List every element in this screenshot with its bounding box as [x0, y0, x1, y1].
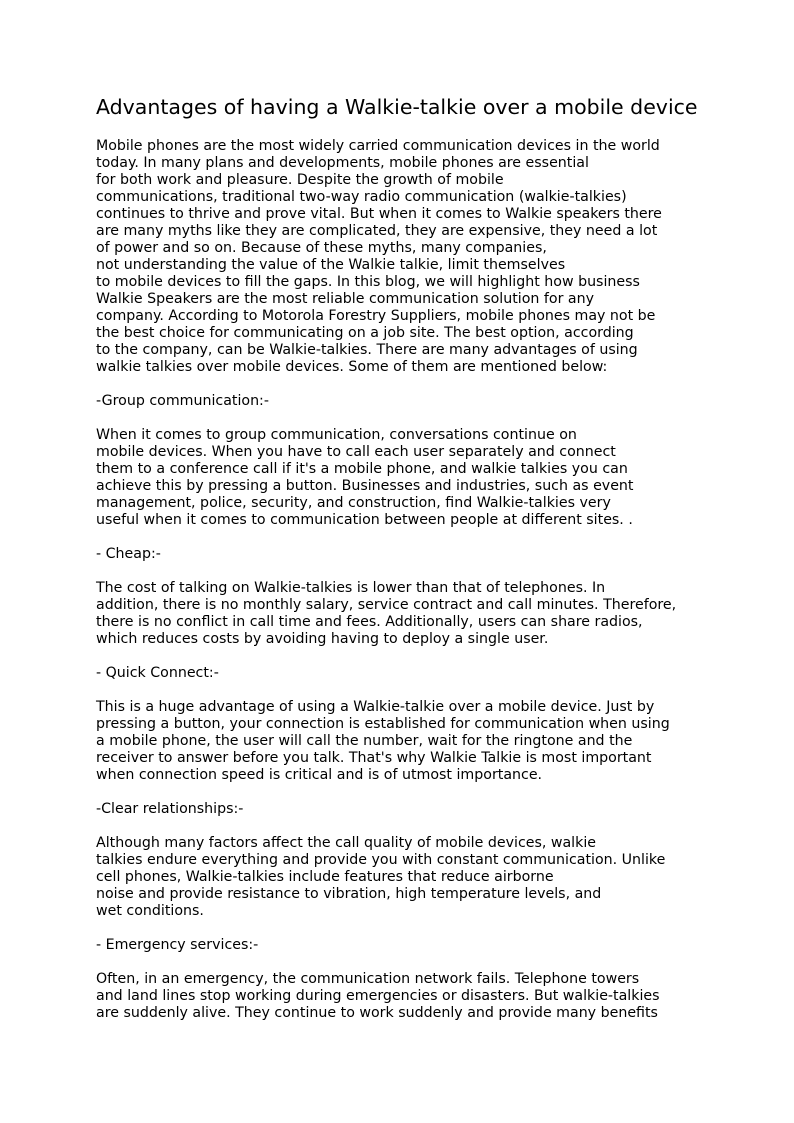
section-body-cheap	[96, 580, 756, 648]
section-body-group-communication	[96, 427, 756, 529]
section-heading-emergency-services: - Emergency services:-	[96, 937, 259, 953]
intro-line: to mobile devices to fill the gaps. In this blog, we will highlight how business	[96, 274, 640, 290]
intro-line: communications, traditional two-way radio communication (walkie-talkies)	[96, 189, 627, 205]
body-line: and land lines stop working during emergencies or disasters. But walkie-talkies	[96, 988, 660, 1004]
body-line: which reduces costs by avoiding having to deploy a single user.	[96, 631, 549, 647]
body-line: when connection speed is critical and is of utmost importance.	[96, 767, 543, 783]
body-line: useful when it comes to communication between people at different sites. .	[96, 512, 633, 528]
section-body-emergency-services	[96, 971, 756, 1022]
body-line: are suddenly alive. They continue to work suddenly and provide many benefits	[96, 1005, 658, 1021]
body-line: there is no conflict in call time and fees. Additionally, users can share radios,	[96, 614, 643, 630]
section-heading-quick-connect: - Quick Connect:-	[96, 665, 219, 681]
body-line: Often, in an emergency, the communication network fails. Telephone towers	[96, 971, 640, 987]
body-line: Although many factors affect the call quality of mobile devices, walkie	[96, 835, 597, 851]
intro-line: Walkie Speakers are the most reliable communication solution for any	[96, 291, 595, 307]
body-line: wet conditions.	[96, 903, 204, 919]
body-line: mobile devices. When you have to call each user separately and connect	[96, 444, 616, 460]
intro-line: today. In many plans and developments, mobile phones are essential	[96, 155, 589, 171]
body-line: addition, there is no monthly salary, service contract and call minutes. Therefore,	[96, 597, 677, 613]
intro-line: to the company, can be Walkie-talkies. There are many advantages of using	[96, 342, 638, 358]
body-line: cell phones, Walkie-talkies include features that reduce airborne	[96, 869, 554, 885]
intro-line: are many myths like they are complicated, they are expensive, they need a lot	[96, 223, 658, 239]
body-line: a mobile phone, the user will call the number, wait for the ringtone and the	[96, 733, 633, 749]
body-line: noise and provide resistance to vibration, high temperature levels, and	[96, 886, 602, 902]
body-line: management, police, security, and construction, find Walkie-talkies very	[96, 495, 611, 511]
body-line: talkies endure everything and provide you with constant communication. Unlike	[96, 852, 666, 868]
body-line: This is a huge advantage of using a Walkie-talkie over a mobile device. Just by	[96, 699, 655, 715]
body-line: pressing a button, your connection is established for communication when using	[96, 716, 670, 732]
body-line: achieve this by pressing a button. Businesses and industries, such as event	[96, 478, 634, 494]
section-heading-cheap: - Cheap:-	[96, 546, 161, 562]
intro-line: the best choice for communicating on a job site. The best option, according	[96, 325, 634, 341]
intro-line: of power and so on. Because of these myths, many companies,	[96, 240, 547, 256]
body-line: When it comes to group communication, conversations continue on	[96, 427, 577, 443]
section-body-clear-relationships	[96, 835, 756, 920]
section-body-quick-connect	[96, 699, 756, 784]
intro-line: continues to thrive and prove vital. But when it comes to Walkie speakers there	[96, 206, 662, 222]
document-title: Advantages of having a Walkie-talkie over a mobile device	[96, 95, 698, 119]
intro-line: Mobile phones are the most widely carried communication devices in the world	[96, 138, 660, 154]
intro-line: for both work and pleasure. Despite the growth of mobile	[96, 172, 504, 188]
section-heading-group-communication: -Group communication:-	[96, 393, 269, 409]
intro-line: walkie talkies over mobile devices. Some of them are mentioned below:	[96, 359, 608, 375]
body-line: them to a conference call if it's a mobile phone, and walkie talkies you can	[96, 461, 628, 477]
intro-line: company. According to Motorola Forestry Suppliers, mobile phones may not be	[96, 308, 656, 324]
document-page	[96, 92, 756, 1039]
section-heading-clear-relationships: -Clear relationships:-	[96, 801, 244, 817]
intro-paragraph	[96, 138, 756, 376]
body-line: The cost of talking on Walkie-talkies is lower than that of telephones. In	[96, 580, 606, 596]
intro-line: not understanding the value of the Walkie talkie, limit themselves	[96, 257, 566, 273]
body-line: receiver to answer before you talk. That's why Walkie Talkie is most important	[96, 750, 652, 766]
